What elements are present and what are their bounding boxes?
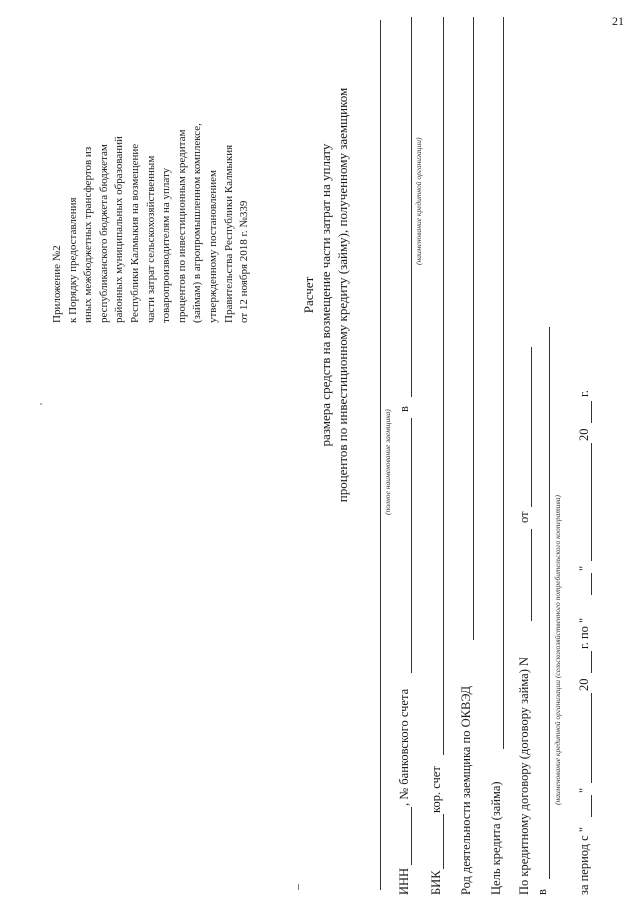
purpose-label: Цель кредита (займа) (489, 781, 503, 895)
bank-name-field[interactable] (411, 17, 412, 397)
agreement-date-field[interactable] (531, 347, 532, 507)
top-rule (298, 884, 299, 890)
appendix-line: иных межбюджетных трансфертов из (82, 146, 95, 323)
document-title (300, 15, 351, 575)
title-line-2: процентов по инвестиционному кредиту (займу), полученному заемщиком (335, 87, 350, 503)
appendix-line: процентов по инвестиционным кредитам (175, 129, 188, 323)
bank-name-hint: (наименование кредитной организации) (414, 137, 423, 265)
bank-in-label: в (397, 406, 411, 412)
period-start-day-field[interactable] (591, 795, 592, 817)
agreement-number-field[interactable] (531, 529, 532, 621)
scan-speck (40, 403, 42, 405)
title-line-1: размера средств на возмещение части затрат на уплату (318, 143, 333, 447)
okved-label: Род деятельности заемщика по ОКВЭД (459, 685, 473, 895)
appendix-line: от 12 ноября 2018 г. №339 (238, 200, 251, 323)
period-label: за период с " (577, 827, 591, 895)
appendix-line: товаропроизводителям на уплату (160, 167, 173, 323)
period-end-year-suffix: г. (577, 390, 591, 397)
inn-field[interactable] (411, 807, 412, 865)
inn-label: ИНН (397, 867, 411, 895)
bik-label: БИК (429, 870, 443, 895)
appendix-line: Приложение №2 (51, 245, 63, 323)
period-end-year-field[interactable] (591, 401, 592, 423)
period-end-month-field[interactable] (591, 443, 592, 561)
lender-name-field[interactable] (549, 327, 550, 879)
appendix-line: Республики Калмыкия на возмещение (128, 143, 141, 323)
period-end-quote: " (577, 565, 591, 571)
purpose-field[interactable] (503, 17, 504, 749)
period-end-day-field[interactable] (591, 573, 592, 595)
appendix-line: республиканского бюджета бюджетам (97, 144, 110, 323)
bik-field[interactable] (443, 814, 444, 869)
period-to-label: г. по " (577, 617, 591, 649)
period-start-quote: " (577, 787, 591, 793)
corr-account-field[interactable] (443, 17, 444, 755)
appendix-line: к Порядку предоставления (66, 197, 79, 323)
appendix-line: части затрат сельскохозяйственным (144, 155, 157, 323)
period-start-year-prefix: 20 (577, 678, 591, 691)
appendix-block (50, 123, 253, 323)
corr-account-label: кор. счет (429, 766, 443, 813)
okved-field[interactable] (473, 17, 474, 640)
borrower-name-hint: (полное наименование заемщика) (383, 409, 392, 515)
page-number: 21 (612, 14, 624, 28)
bank-account-label: , № банковского счета (397, 688, 411, 806)
appendix-line: утвержденному постановлением (206, 170, 219, 323)
period-start-month-field[interactable] (591, 693, 592, 783)
agreement-from-label: от (517, 511, 531, 523)
appendix-line: (займам) в агропромышленном комплексе, (191, 123, 204, 323)
borrower-name-line[interactable] (380, 20, 381, 890)
period-end-year-prefix: 20 (577, 428, 591, 441)
appendix-line: Правительства Республики Калмыкия (222, 144, 235, 323)
title-heading: Расчет (301, 276, 316, 314)
lender-in-label: в (535, 889, 549, 895)
appendix-line: районных муниципальных образований (113, 136, 126, 323)
bank-account-field[interactable] (411, 418, 412, 673)
agreement-label: По кредитному договору (договору займа) N (517, 656, 531, 895)
period-start-year-field[interactable] (591, 651, 592, 673)
lender-hint: (наименование кредитной организации (сельскохозяйственного потребительского кооператива) (553, 494, 562, 805)
